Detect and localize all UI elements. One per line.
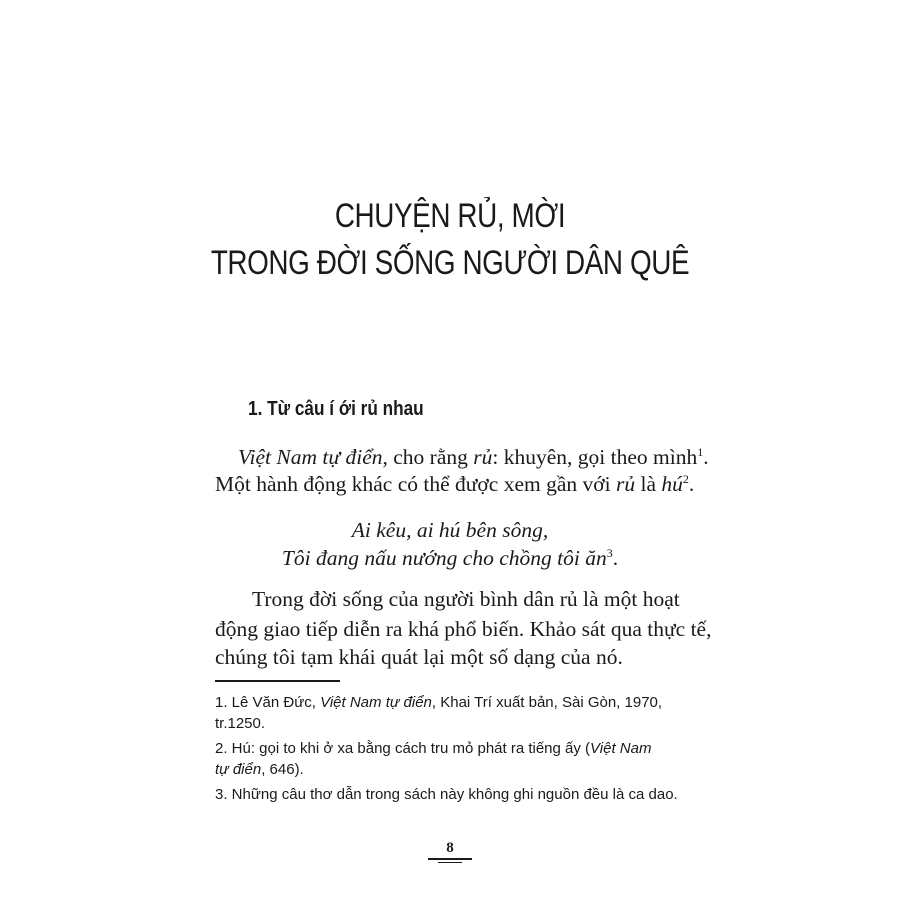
paragraph1-text: là	[635, 472, 662, 496]
page-number-ornament	[438, 862, 462, 863]
verse-line2-text: Tôi đang nấu nướng cho chồng tôi ăn	[281, 546, 607, 570]
paragraph1-text: Một hành động khác có thể được xem gần với	[215, 472, 616, 496]
page-number: 8	[446, 840, 454, 856]
chapter-title-line1: CHUYỆN RỦ, MỜI	[334, 197, 566, 235]
footnote-1-text: tr.1250.	[215, 715, 266, 732]
footnote-1-title: Việt Nam tự điển	[320, 694, 432, 711]
footnote-1	[215, 692, 705, 734]
paragraph2-line3: chúng tôi tạm khái quát lại một số dạng của nó.	[215, 645, 623, 669]
footnote-2-title: Việt Nam	[590, 740, 652, 757]
footnote-2-text: , 646).	[261, 761, 304, 778]
footnote-1-text: 1. Lê Văn Đức,	[215, 694, 321, 711]
page-number-ornament	[428, 858, 472, 860]
paragraph1-text: : khuyên, gọi theo mình	[492, 445, 698, 469]
footnote-2-text: 2. Hú: gọi to khi ở xa bằng cách tru mỏ phát ra tiếng ấy (	[215, 740, 591, 757]
paragraph1-term: rủ	[616, 472, 636, 496]
footnote-3: 3. Những câu thơ dẫn trong sách này không ghi nguồn đều là ca dao.	[215, 786, 678, 803]
footnote-2-title: tự điển	[215, 761, 262, 778]
section-heading: 1. Từ câu í ới rủ nhau	[248, 398, 424, 420]
paragraph1-text: .	[703, 445, 709, 469]
chapter-title-line2: TRONG ĐỜI SỐNG NGƯỜI DÂN QUÊ	[210, 244, 690, 282]
verse-line2-end: .	[612, 546, 619, 570]
footnote-2	[215, 738, 705, 780]
paragraph2-line2: động giao tiếp diễn ra khá phổ biến. Khảo sát qua thực tế,	[215, 617, 712, 641]
paragraph1-line1	[238, 445, 718, 470]
footnote-ref-3[interactable]: 3	[606, 545, 613, 560]
paragraph1-term: rủ	[473, 445, 493, 469]
paragraph2-line1: Trong đời sống của người bình dân rủ là một hoạt	[252, 587, 680, 611]
paragraph1-text: .	[688, 472, 695, 496]
footnote-divider	[215, 680, 340, 682]
verse-line1: Ai kêu, ai hú bên sông,	[351, 518, 549, 542]
footnote-1-text: , Khai Trí xuất bản, Sài Gòn, 1970,	[431, 694, 663, 711]
footnote-ref-2[interactable]: 2	[682, 471, 689, 486]
paragraph1-line2	[215, 472, 695, 497]
paragraph1-term: hú	[661, 472, 683, 496]
paragraph1-book-title: Việt Nam tự điển	[238, 445, 383, 469]
footnote-ref-1[interactable]: 1	[697, 444, 704, 459]
paragraph1-text: , cho rằng	[382, 445, 474, 469]
verse-line2	[0, 546, 900, 571]
